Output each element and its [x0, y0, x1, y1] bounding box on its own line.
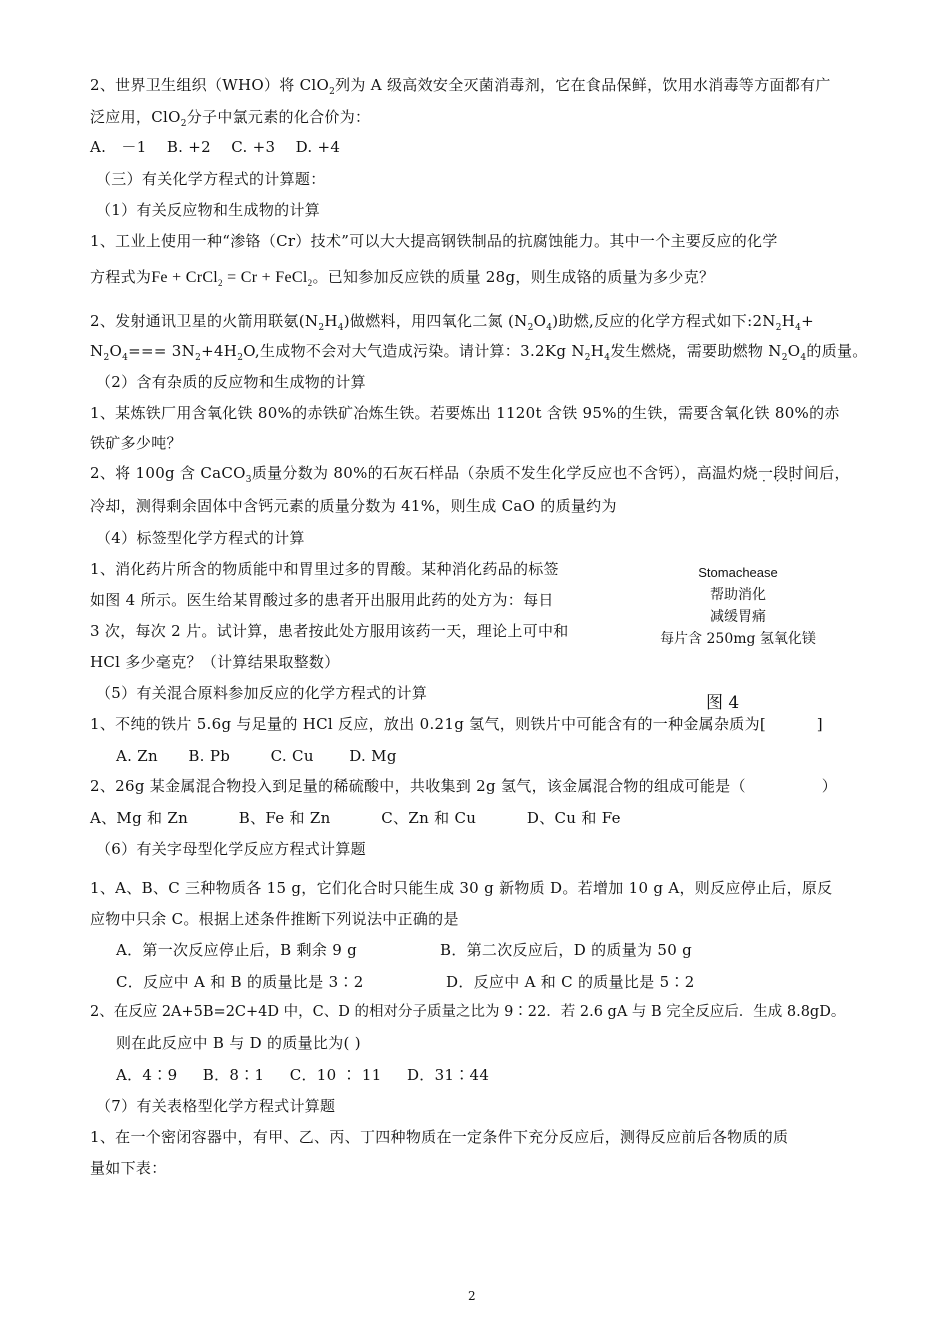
- question-iron-ore-line2: 铁矿多少吨？: [90, 434, 182, 452]
- question-antacid-line3: 3 次，每次 2 片。试计算，患者按此处方服用该药一天，理论上可中和: [90, 622, 569, 640]
- question-clo2-line2: 泛应用，ClO$_2$分子中氯元素的化合价为：: [90, 108, 371, 129]
- question-hydrazine-line1: 2、发射通讯卫星的火箭用联氨$(N_2H_4)$做燃料，用四氧化二氮 $(N_2O_4)$助燃,反应的化学方程式如下$:2N_2H_4+$: [90, 312, 815, 333]
- subsection-7-heading: （7）有关表格型化学方程式计算题: [96, 1097, 336, 1115]
- question-letters-option-b: B．第二次反应后，D 的质量为 50 g: [440, 941, 693, 959]
- subsection-5-heading: （5）有关混合原料参加反应的化学方程式的计算: [96, 684, 428, 702]
- medicine-name: Stomachease: [698, 565, 778, 580]
- question-letters-option-c: C．反应中 A 和 B 的质量比是 3∶2: [116, 973, 364, 991]
- question-table-line1: 1、在一个密闭容器中，有甲、乙、丙、丁四种物质在一定条件下充分反应后，测得反应前后各物质的质: [90, 1128, 789, 1146]
- question-clo2-options: A. －1 B. +2 C. +3 D. +4: [90, 138, 341, 156]
- subsection-6-heading: （6）有关字母型化学反应方程式计算题: [96, 840, 366, 858]
- medicine-label: [640, 562, 836, 650]
- subsection-1-heading: （1）有关反应物和生成物的计算: [96, 201, 321, 219]
- question-ratio-options: A．4∶9 B．8∶1 C．10 ∶ 11 D．31∶44: [116, 1066, 490, 1084]
- question-chromium-line2: 方程式为Fe + CrCl$_2$ = Cr + FeCl$_2$。已知参加反应铁的质量 28g，则生成铬的质量为多少克？: [90, 268, 715, 288]
- question-antacid-line1: 1、消化药片所含的物质能中和胃里过多的胃酸。某种消化药品的标签: [90, 560, 559, 578]
- question-metal-mixture: 2、26g 某金属混合物投入到足量的稀硫酸中，共收集到 2g 氢气，该金属混合物的组成可能是（ ）: [90, 777, 838, 795]
- medicine-label-line1: 帮助消化: [710, 587, 766, 603]
- question-antacid-line4: HCl 多少毫克？（计算结果取整数）: [90, 653, 340, 671]
- emphasis-dots: 一段时间 · · ·: [758, 464, 819, 482]
- question-letters-option-a: A．第一次反应停止后，B 剩余 9 g: [116, 941, 358, 959]
- subsection-2-heading: （2）含有杂质的反应物和生成物的计算: [96, 373, 366, 391]
- chemical-equation: Fe + CrCl$_2$ = Cr + FeCl$_2$: [151, 269, 313, 288]
- question-clo2-line1: 2、世界卫生组织（WHO）将 ClO$_2$列为 A 级高效安全灭菌消毒剂，它在食品保鲜，饮用水消毒等方面都有广: [90, 76, 831, 97]
- question-iron-ore-line1: 1、某炼铁厂用含氧化铁 80%的赤铁矿冶炼生铁。若要炼出 1120t 含铁 95%的生铁，需要含氧化铁 80%的赤: [90, 404, 840, 422]
- medicine-label-line2: 减缓胃痛: [710, 609, 766, 625]
- question-ratio-line2: 则在此反应中 B 与 D 的质量比为( ): [116, 1034, 361, 1052]
- question-table-line2: 量如下表：: [90, 1159, 167, 1177]
- question-impure-iron: 1、不纯的铁片 5.6g 与足量的 HCl 反应，放出 0.21g 氢气，则铁片中可能含有的一种金属杂质为[ ]: [90, 715, 823, 733]
- section-3-heading: （三）有关化学方程式的计算题：: [96, 170, 326, 188]
- question-letters-line2: 应物中只余 C。根据上述条件推断下列说法中正确的是: [90, 910, 459, 928]
- question-impure-iron-options: A. Zn B. Pb C. Cu D. Mg: [116, 747, 397, 765]
- question-chromium-line1: 1、工业上使用一种“渗铬（Cr）技术”可以大大提高钢铁制品的抗腐蚀能力。其中一个主要反应的化学: [90, 232, 778, 250]
- question-limestone-line1: 2、将 100g 含 CaCO$_3$质量分数为 80%的石灰石样品（杂质不发生化学反应也不含钙），高温灼烧一段时间 · · ·后，: [90, 466, 850, 481]
- question-antacid-line2: 如图 4 所示。医生给某胃酸过多的患者开出服用此药的处方为：每日: [90, 591, 554, 609]
- question-metal-mixture-options: A、Mg 和 Zn B、Fe 和 Zn C、Zn 和 Cu D、Cu 和 Fe: [90, 809, 621, 827]
- question-ratio-line1: 2、在反应 2A+5B=2C+4D 中，C、D 的相对分子质量之比为 9∶22．若 2.6 gA 与 B 完全反应后．生成 8.8gD。: [90, 1004, 846, 1020]
- subsection-4-heading: （4）标签型化学方程式的计算: [96, 529, 305, 547]
- medicine-label-line3: 每片含 250mg 氢氧化镁: [660, 631, 816, 647]
- question-limestone-line2: 冷却，测得剩余固体中含钙元素的质量分数为 41%，则生成 CaO 的质量约为: [90, 497, 617, 515]
- question-letters-line1: 1、A、B、C 三种物质各 15 g，它们化合时只能生成 30 g 新物质 D。若增加 10 g A，则反应停止后，原反: [90, 879, 833, 897]
- figure-caption: 图 4: [706, 693, 740, 713]
- question-hydrazine-line2: $N_2O_4=== 3N_2+4H_2O$,生成物不会对大气造成污染。请计算：3.2Kg $N_2H_4$发生燃烧，需要助燃物 $N_2O_4$的质量。: [90, 342, 868, 363]
- page-number: 2: [468, 1289, 476, 1303]
- question-letters-option-d: D．反应中 A 和 C 的质量比是 5∶2: [446, 973, 695, 991]
